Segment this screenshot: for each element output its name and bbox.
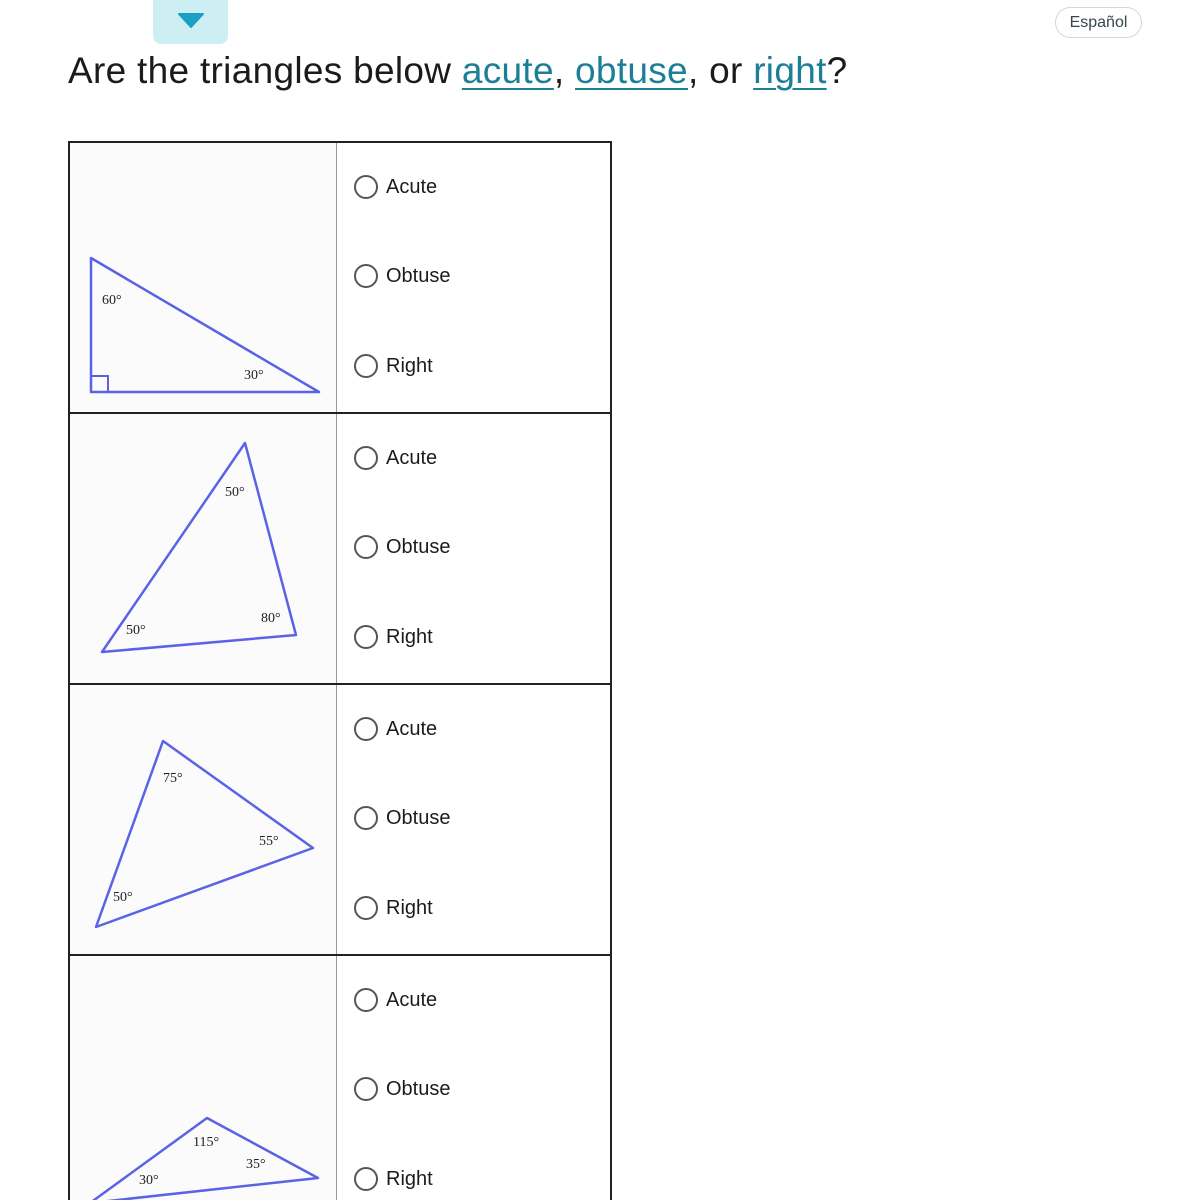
option-label: Acute [386, 988, 438, 1011]
radio-button[interactable] [354, 1167, 378, 1191]
option-label: Acute [386, 446, 438, 469]
question-separator-2: , or [687, 50, 754, 91]
option-acute[interactable] [354, 714, 437, 744]
triangle-figure-cell [70, 414, 337, 683]
obtuse-triangle-figure [70, 956, 335, 1200]
angle-label: 50° [113, 890, 133, 905]
option-label: Obtuse [386, 264, 451, 287]
angle-label: 55° [259, 834, 279, 849]
radio-button[interactable] [354, 625, 378, 649]
angle-label: 80° [261, 611, 281, 626]
language-toggle-button[interactable]: Español [1055, 7, 1142, 38]
radio-button[interactable] [354, 354, 378, 378]
option-label: Right [386, 354, 433, 377]
right-definition-link[interactable]: right [753, 50, 827, 91]
question-separator-1: , [553, 50, 576, 91]
option-label: Right [386, 1167, 433, 1190]
triangle-figure-cell [70, 143, 337, 412]
acute-triangle-figure [70, 414, 335, 683]
right-angle-marker [91, 376, 108, 392]
question-row [70, 414, 610, 685]
option-acute[interactable] [354, 443, 437, 473]
acute-triangle-figure [70, 685, 335, 954]
angle-label: 30° [244, 368, 264, 383]
obtuse-definition-link[interactable]: obtuse [575, 50, 688, 91]
question-row [70, 685, 610, 956]
radio-button[interactable] [354, 806, 378, 830]
triangle-classification-grid [68, 141, 612, 1200]
angle-label: 30° [139, 1173, 159, 1188]
option-label: Right [386, 896, 433, 919]
angle-label: 115° [193, 1135, 220, 1150]
radio-button[interactable] [354, 264, 378, 288]
answer-options [337, 685, 610, 954]
right-triangle-figure [70, 143, 335, 412]
option-obtuse[interactable] [354, 1074, 450, 1104]
option-label: Obtuse [386, 1077, 451, 1100]
radio-button[interactable] [354, 717, 378, 741]
angle-label: 50° [126, 623, 146, 638]
radio-button[interactable] [354, 175, 378, 199]
question-row [70, 956, 610, 1200]
angle-label: 50° [225, 485, 245, 500]
caret-down-icon [178, 13, 204, 29]
triangle-figure-cell [70, 956, 337, 1200]
option-right[interactable] [354, 622, 433, 652]
radio-button[interactable] [354, 535, 378, 559]
question-row [70, 143, 610, 414]
radio-button[interactable] [354, 896, 378, 920]
triangle-shape [90, 1118, 318, 1200]
angle-label: 35° [246, 1157, 266, 1172]
collapse-toggle-button[interactable] [153, 0, 228, 44]
option-obtuse[interactable] [354, 803, 450, 833]
option-label: Right [386, 625, 433, 648]
triangle-shape [91, 258, 319, 392]
acute-definition-link[interactable]: acute [461, 50, 554, 91]
answer-options [337, 414, 610, 683]
option-label: Acute [386, 175, 438, 198]
radio-button[interactable] [354, 1077, 378, 1101]
option-label: Acute [386, 717, 438, 740]
answer-options [337, 143, 610, 412]
option-acute[interactable] [354, 985, 437, 1015]
answer-options [337, 956, 610, 1200]
radio-button[interactable] [354, 446, 378, 470]
option-label: Obtuse [386, 535, 451, 558]
option-acute[interactable] [354, 172, 437, 202]
option-obtuse[interactable] [354, 261, 450, 291]
question-prefix: Are the triangles below [68, 50, 462, 91]
radio-button[interactable] [354, 988, 378, 1012]
angle-label: 75° [163, 771, 183, 786]
option-label: Obtuse [386, 806, 451, 829]
option-right[interactable] [354, 351, 433, 381]
option-right[interactable] [354, 893, 433, 923]
option-obtuse[interactable] [354, 532, 450, 562]
triangle-figure-cell [70, 685, 337, 954]
option-right[interactable] [354, 1164, 433, 1194]
question-suffix: ? [826, 50, 848, 91]
angle-label: 60° [102, 293, 122, 308]
question-prompt [68, 50, 848, 92]
